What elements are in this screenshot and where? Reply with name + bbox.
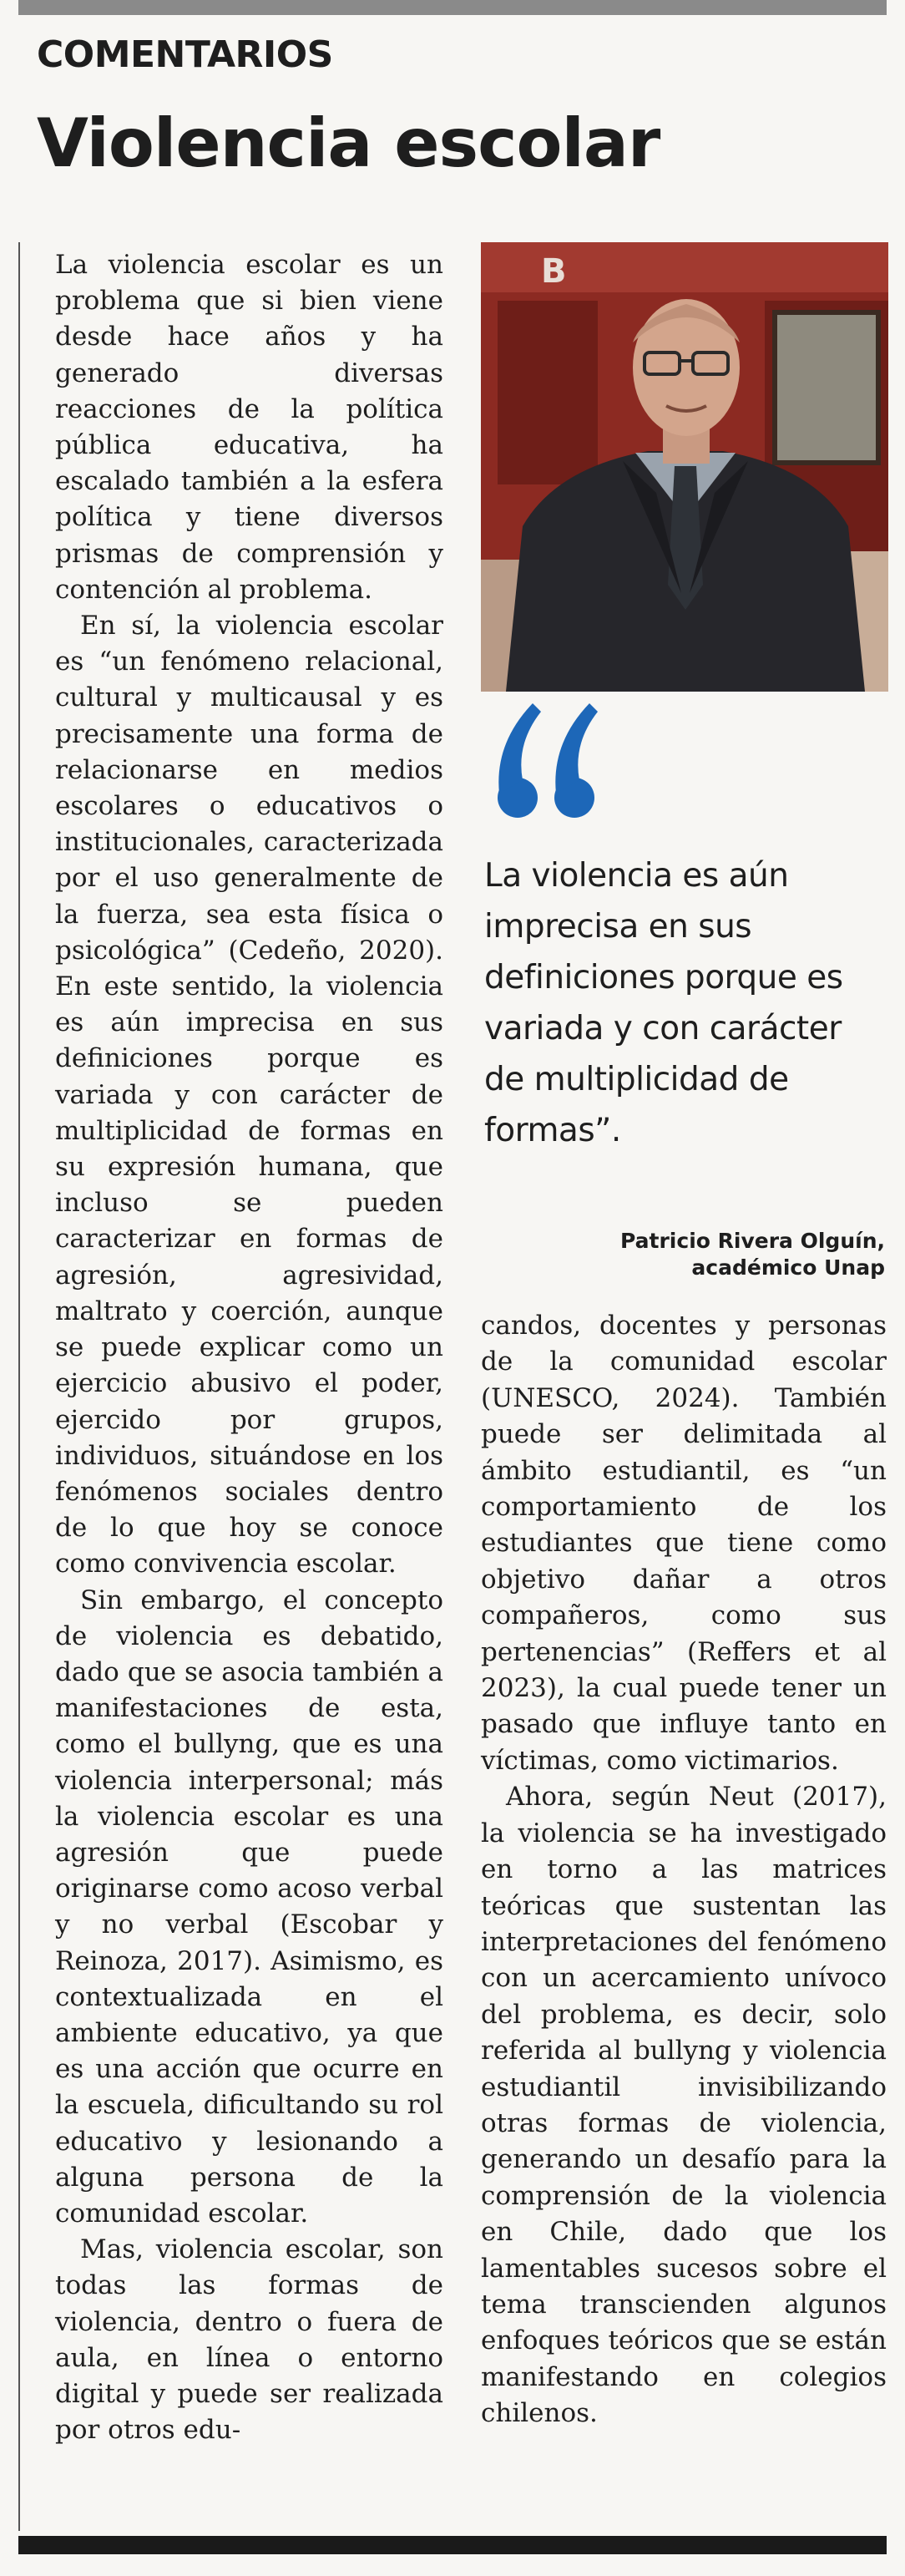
wall-letter: B (541, 252, 567, 291)
paragraph: En sí, la violencia escolar es “un fenómeno relacional, cultural y multicausal y es precisamente una forma de relacionarse en medios escolares o educativos o institucionales, caracterizada por el uso generalmente de la fuerza, sea esta física o psicológica” (Cedeño, 2020). En este sentido, la violencia es aún imprecisa en sus definiciones porque es variada y con carácter de multiplicidad de formas en su expresión humana, que incluso se pueden caracterizar en formas de agresión, agresividad, maltrato y coerción, aunque se puede explicar como un ejercicio abusivo el poder, ejercido por grupos, individuos, situándose en los fenómenos sociales dentro de lo que hoy se conoce como convivencia escolar. (55, 611, 443, 1580)
author-role: académico Unap (691, 1255, 885, 1280)
section-label: COMENTARIOS (37, 33, 333, 76)
quote-mark-icon (493, 693, 601, 835)
byline (620, 1228, 885, 1281)
paragraph: Sin embargo, el concepto de violencia es debatido, dado que se asocia también a manifestaciones de esta, como el bullyng, que es una violencia interpersonal; más la violencia escolar es una agresión que puede originarse como acoso verbal y no verbal (Escobar y Reinoza, 2017). Asimismo, es contextualizada en el ambiente educativo, ya que es una acción que ocurre en la escuela, dificultando su rol educativo y lesionando a alguna persona de la comunidad escolar. (55, 1585, 443, 2229)
article-title: Violencia escolar (37, 104, 660, 182)
author-photo (481, 242, 888, 692)
paragraph: Mas, violencia escolar, son todas las formas de violencia, dentro o fuera de aula, en línea o entorno digital y puede ser realizada por otros edu- (55, 2234, 443, 2446)
bottom-rule (18, 2536, 887, 2554)
paragraph: Ahora, según Neut (2017), la violencia se ha investigado en torno a las matrices teóricas que sustentan las interpretaciones del fenómeno con un acercamiento unívoco del problema, es decir, solo referida al bullyng y violencia estudiantil invisibilizando otras formas de violencia, generando un desafío para la comprensión de la violencia en Chile, dado que los lamentables sucesos sobre el tema transcienden algunos enfoques teóricos que se están manifestando en colegios chilenos. (481, 1782, 887, 2429)
body-column-right (481, 1308, 887, 2432)
top-rule (18, 0, 887, 15)
left-column-rule (18, 242, 20, 2531)
body-column-left (55, 247, 443, 2448)
author-name: Patricio Rivera Olguín, (620, 1229, 885, 1253)
pull-quote: La violencia es aún imprecisa en sus definiciones porque es variada y con carácter de multiplicidad de formas”. (484, 857, 843, 1149)
paragraph: candos, docentes y personas de la comunidad escolar (UNESCO, 2024). También puede ser delimitada al ámbito estudiantil, es “un comportamiento de los estudiantes que tiene como objetivo dañar a otros compañeros, como sus pertenencias” (Reffers et al 2023), la cual puede tener un pasado que influye tanto en víctimas, como victimarios. (481, 1311, 887, 1776)
paragraph: La violencia escolar es un problema que si bien viene desde hace años y ha generado diversas reacciones de la política pública educativa, ha escalado también a la esfera política y tiene diversos prismas de comprensión y contención al problema. (55, 250, 443, 605)
